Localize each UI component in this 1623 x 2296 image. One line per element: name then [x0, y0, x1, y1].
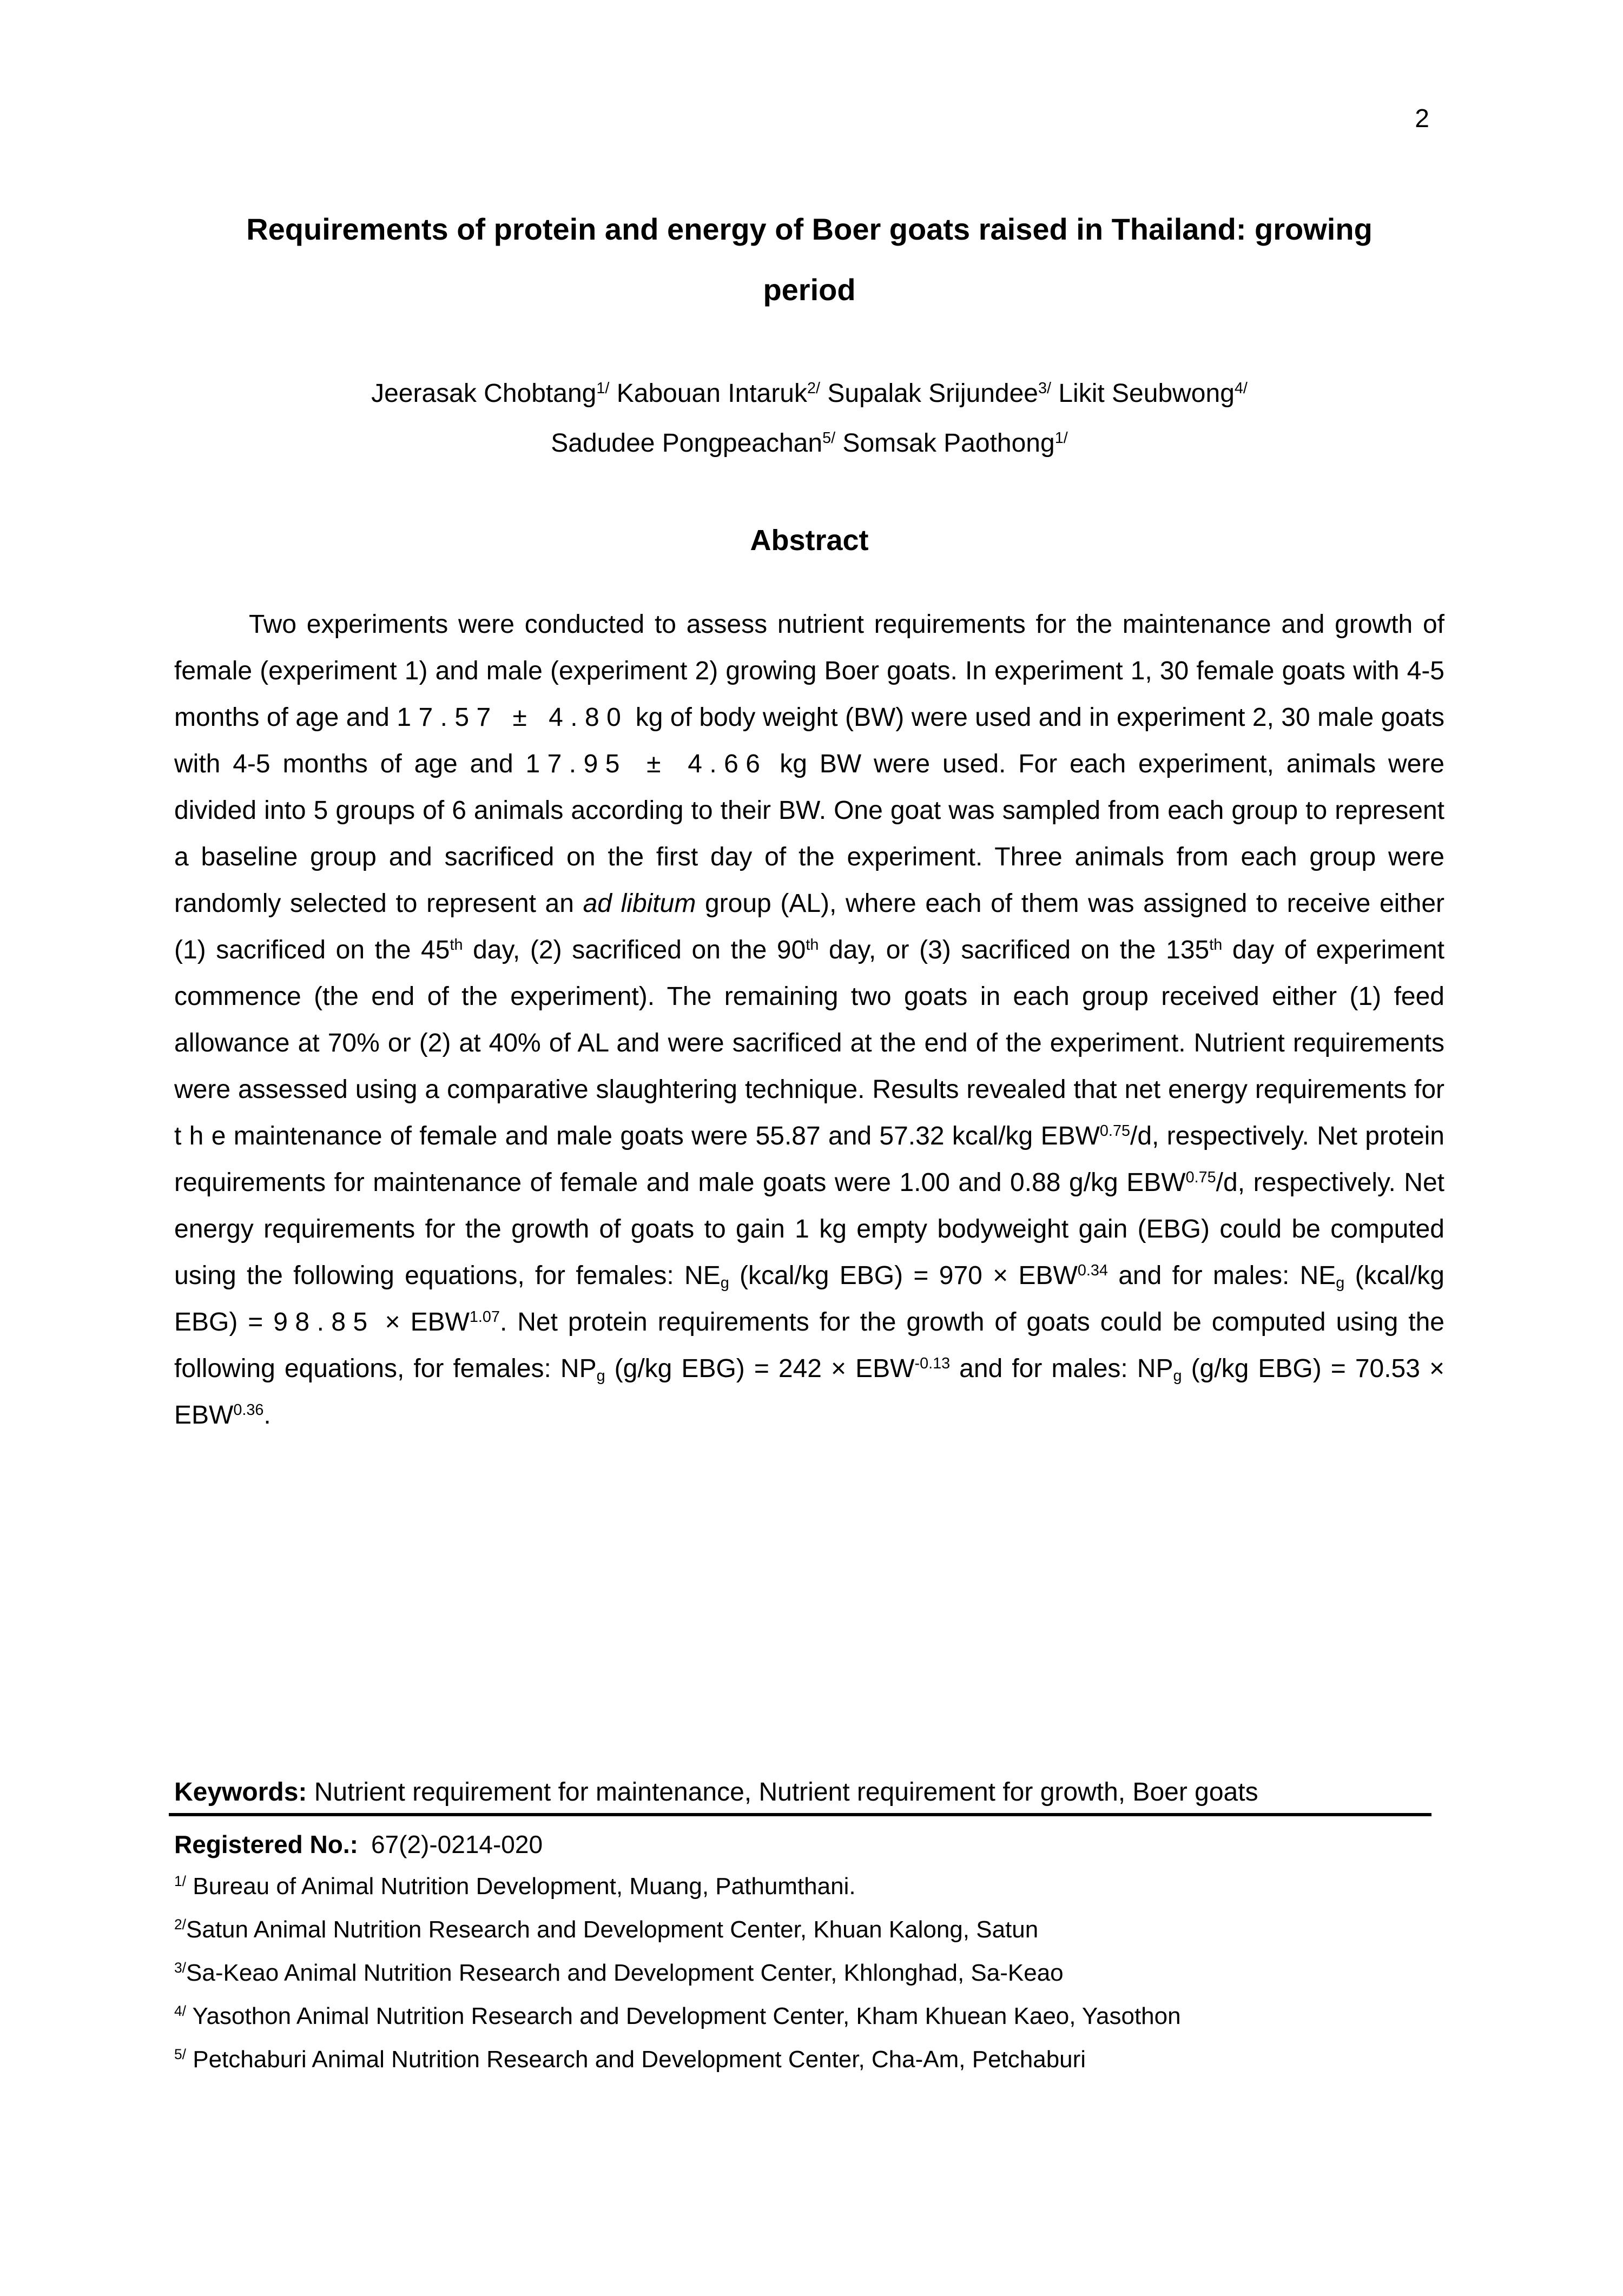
abstract-paragraph: Two experiments were conducted to assess nutrient requirements for the maintenance and growth of female (experiment 1) and male (experiment 2) growing Boer goats. In experiment 1, 30 female goats with 4-5 months of age and 17.57 ± 4.80 kg of body weight (BW) were used and in experiment 2, 30 male goats with 4-5 months of age and 17.95 ± 4.66 kg BW were used. For each experiment, animals were divided into 5 groups of 6 animals according to their BW. One goat was sampled from each group to represent a baseline group and sacrificed on the first day of the experiment. Three animals from each group were randomly selected to represent an ad libitum group (AL), where each of them was assigned to receive either (1) sacrificed on the 45th day, (2) sacrificed on the 90th day, or (3) sacrificed on the 135th day of experiment commence (the end of the experiment). The remaining two goats in each group received either (1) feed allowance at 70% or (2) at 40% of AL and were sacrificed at the end of the experiment. Nutrient requirements were assessed using a comparative slaughtering technique. Results revealed that net energy requirements for t h e maintenance of female and male goats were 55.87 and 57.32 kcal/kg $EBW^{0.75}/d$, respectively. Net protein requirements for maintenance of female and male goats were 1.00 and 0.88 g/kg $EBW^{0.75}/d$, respectively. Net energy requirements for the growth of goats to gain 1 kg empty bodyweight gain (EBG) could be computed using the following equations, for females: $NE_g$ (kcal/kg $EBG) = 970 \times EBW^{0.34}$ and for males: $NE_g$ (kcal/kg $EBG) = 98.85 \times EBW^{1.07}$. Net protein requirements for the growth of goats could be computed using the following equations, for females: $NP_g$ (g/kg $EBG) = 242 \times EBW^{-0.13}$ and for males: $NP_g$ (g/kg $EBG) = 70.53 \times EBW^{0.36}$.	[174, 610, 1445, 1430]
keywords-line	[174, 1776, 1444, 1809]
paper-title-line-2: period	[763, 273, 856, 307]
abstract-heading: Abstract	[750, 524, 869, 557]
footnote-4-text: Yasothon Animal Nutrition Research and Development Center, Kham Khuean Kaeo, Yasothon	[186, 2003, 1181, 2029]
author-list	[174, 369, 1444, 468]
separator-rule	[169, 1813, 1431, 1816]
footnote-5-text: Petchaburi Animal Nutrition Research and Development Center, Cha-Am, Petchaburi	[186, 2046, 1086, 2073]
paper-title-line-1: Requirements of protein and energy of Boer goats raised in Thailand: growing	[246, 212, 1373, 246]
abstract-body	[174, 601, 1444, 1439]
registered-no-label: Registered No.:	[174, 1830, 358, 1858]
footnote-1-marker: 1/	[174, 1873, 187, 1890]
page-number-value: 2	[1415, 104, 1429, 133]
footnote-5-marker: 5/	[174, 2046, 187, 2063]
keywords-label: Keywords:	[174, 1778, 307, 1807]
page-number	[174, 104, 1444, 134]
registered-no-line	[174, 1829, 1444, 1860]
footnote-3	[174, 1951, 1444, 1995]
footnote-2-marker: 2/	[174, 1916, 187, 1933]
keywords-text: Nutrient requirement for maintenance, Nutrient requirement for growth, Boer goats	[307, 1778, 1258, 1807]
footnote-2-text: Satun Animal Nutrition Research and Development Center, Khuan Kalong, Satun	[186, 1916, 1039, 1943]
registered-no-value: 67(2)-0214-020	[371, 1830, 543, 1858]
footnote-4-marker: 4/	[174, 2003, 187, 2020]
footnote-1	[174, 1865, 1444, 1908]
footnote-4	[174, 1995, 1444, 2038]
footnote-1-text: Bureau of Animal Nutrition Development, Muang, Pathumthani.	[186, 1873, 856, 1900]
footnote-3-text: Sa-Keao Animal Nutrition Research and Development Center, Khlonghad, Sa-Keao	[186, 1960, 1064, 1986]
paper-title	[174, 199, 1444, 320]
footnote-5	[174, 2038, 1444, 2081]
footnotes	[174, 1865, 1444, 2081]
footnote-2	[174, 1908, 1444, 1951]
author-line-2: Sadudee Pongpeachan$^{5/}$ Somsak Paothong$^{1/}$	[551, 429, 1068, 458]
footnote-3-marker: 3/	[174, 1960, 187, 1976]
author-line-1: Jeerasak Chobtang$^{1/}$ Kabouan Intaruk$^{2/}$ Supalak Srijundee$^{3/}$ Likit Seubwong$^{4/}$	[371, 379, 1248, 408]
